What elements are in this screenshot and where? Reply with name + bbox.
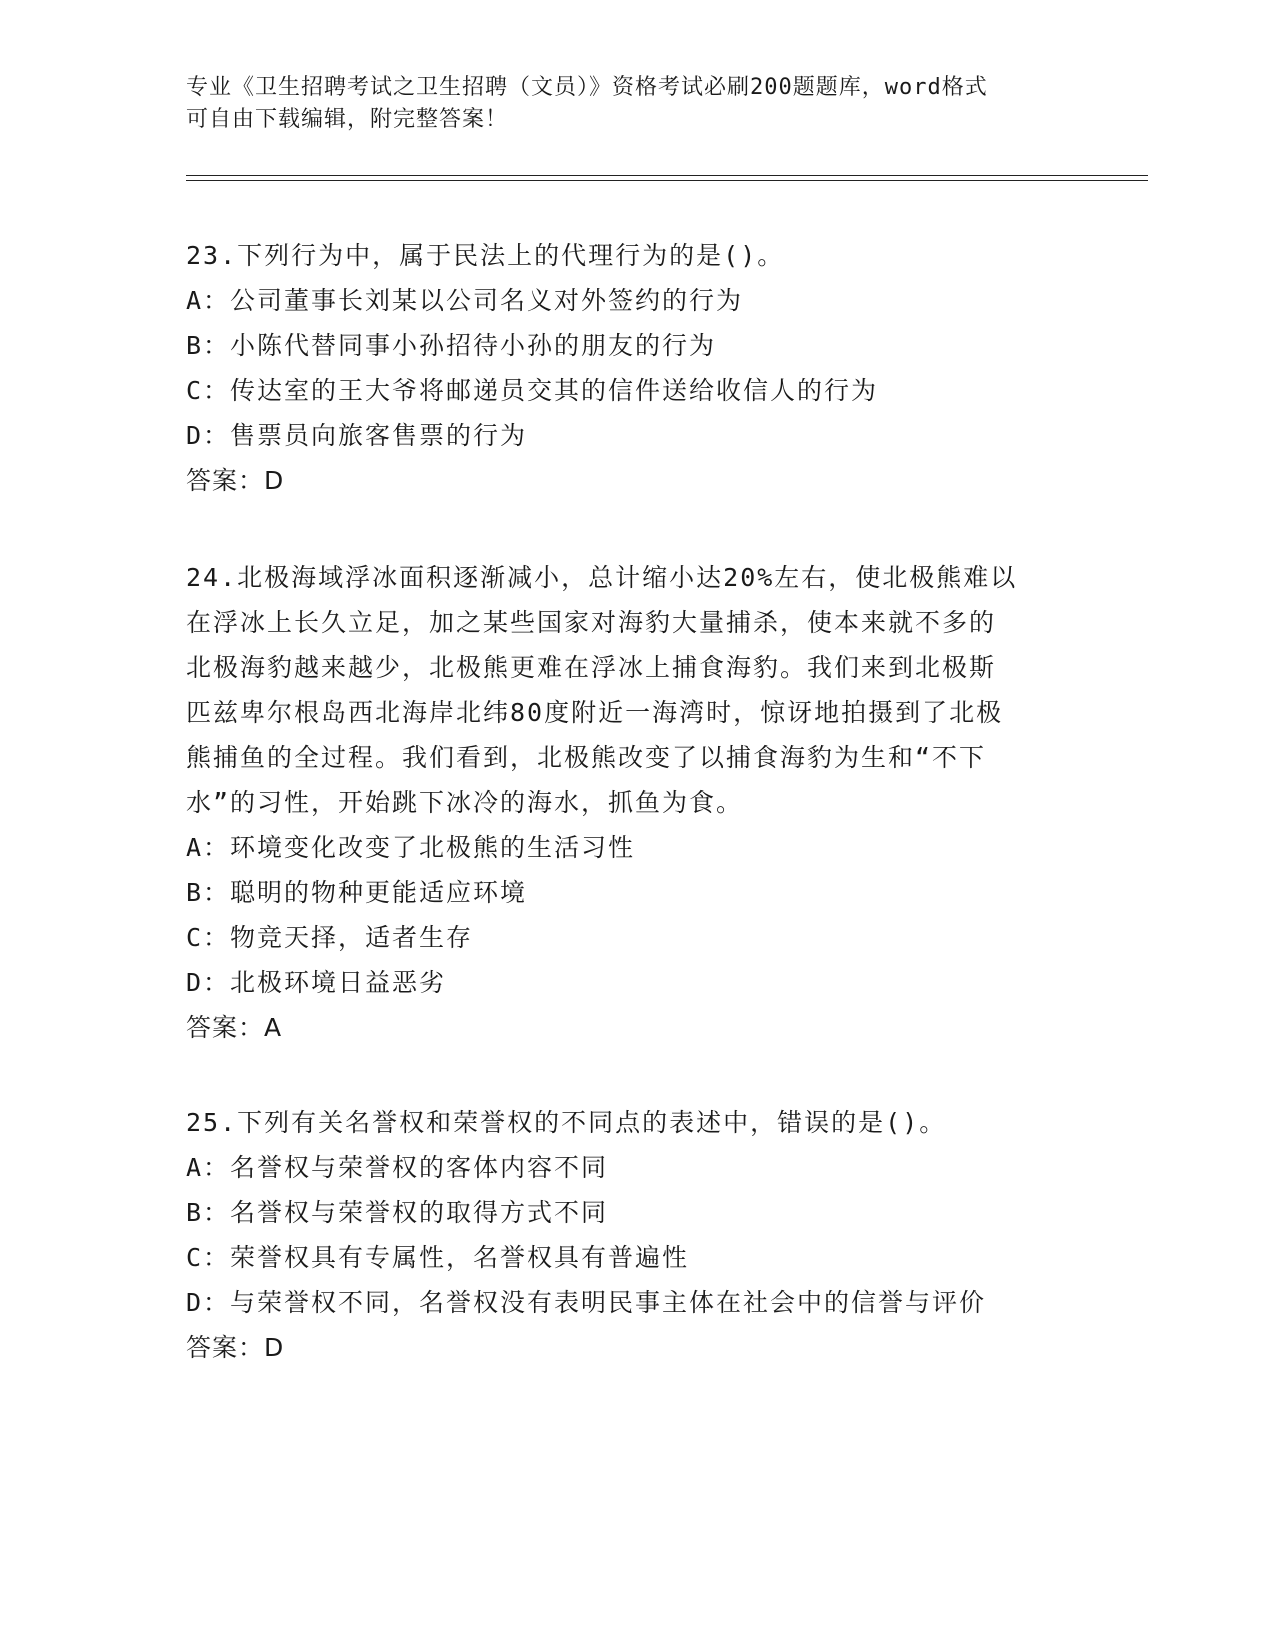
question-25 bbox=[186, 1100, 1066, 1370]
question-stem-line: 匹兹卑尔根岛西北海岸北纬80度附近一海湾时，惊讶地拍摄到了北极 bbox=[186, 698, 1004, 727]
question-24 bbox=[186, 555, 1066, 1050]
question-stem-line: 北极海豹越来越少，北极熊更难在浮冰上捕食海豹。我们来到北极斯 bbox=[186, 653, 997, 682]
option-c: C：物竞天择，适者生存 bbox=[186, 923, 474, 952]
question-23 bbox=[186, 233, 1066, 503]
option-a: A：名誉权与荣誉权的客体内容不同 bbox=[186, 1153, 609, 1182]
question-stem-line: 水”的习性，开始跳下冰冷的海水，抓鱼为食。 bbox=[186, 788, 744, 817]
header-line-1: 专业《卫生招聘考试之卫生招聘（文员）》资格考试必刷200题题库，word格式 bbox=[186, 75, 988, 100]
question-stem-line: 熊捕鱼的全过程。我们看到，北极熊改变了以捕食海豹为生和“不下 bbox=[186, 743, 987, 772]
question-stem: 23.下列行为中，属于民法上的代理行为的是()。 bbox=[186, 241, 785, 270]
option-c: C：传达室的王大爷将邮递员交其的信件送给收信人的行为 bbox=[186, 376, 879, 405]
option-a: A：环境变化改变了北极熊的生活习性 bbox=[186, 833, 636, 862]
document-header bbox=[186, 72, 1086, 136]
answer: 答案：D bbox=[186, 466, 285, 495]
question-stem-line: 在浮冰上长久立足，加之某些国家对海豹大量捕杀，使本来就不多的 bbox=[186, 608, 997, 637]
option-b: B：小陈代替同事小孙招待小孙的朋友的行为 bbox=[186, 331, 717, 360]
option-a: A：公司董事长刘某以公司名义对外签约的行为 bbox=[186, 286, 744, 315]
option-d: D：北极环境日益恶劣 bbox=[186, 968, 447, 997]
option-b: B：名誉权与荣誉权的取得方式不同 bbox=[186, 1198, 609, 1227]
header-divider-top bbox=[186, 175, 1148, 176]
header-divider-bottom bbox=[186, 180, 1148, 181]
header-line-2: 可自由下载编辑，附完整答案！ bbox=[186, 107, 509, 132]
answer: 答案：D bbox=[186, 1333, 285, 1362]
question-stem-line: 24.北极海域浮冰面积逐渐减小，总计缩小达20%左右，使北极熊难以 bbox=[186, 563, 1018, 592]
option-d: D：与荣誉权不同，名誉权没有表明民事主体在社会中的信誉与评价 bbox=[186, 1288, 987, 1317]
option-b: B：聪明的物种更能适应环境 bbox=[186, 878, 528, 907]
question-stem: 25.下列有关名誉权和荣誉权的不同点的表述中，错误的是()。 bbox=[186, 1108, 947, 1137]
option-d: D：售票员向旅客售票的行为 bbox=[186, 421, 528, 450]
answer: 答案：A bbox=[186, 1013, 283, 1042]
option-c: C：荣誉权具有专属性，名誉权具有普遍性 bbox=[186, 1243, 690, 1272]
